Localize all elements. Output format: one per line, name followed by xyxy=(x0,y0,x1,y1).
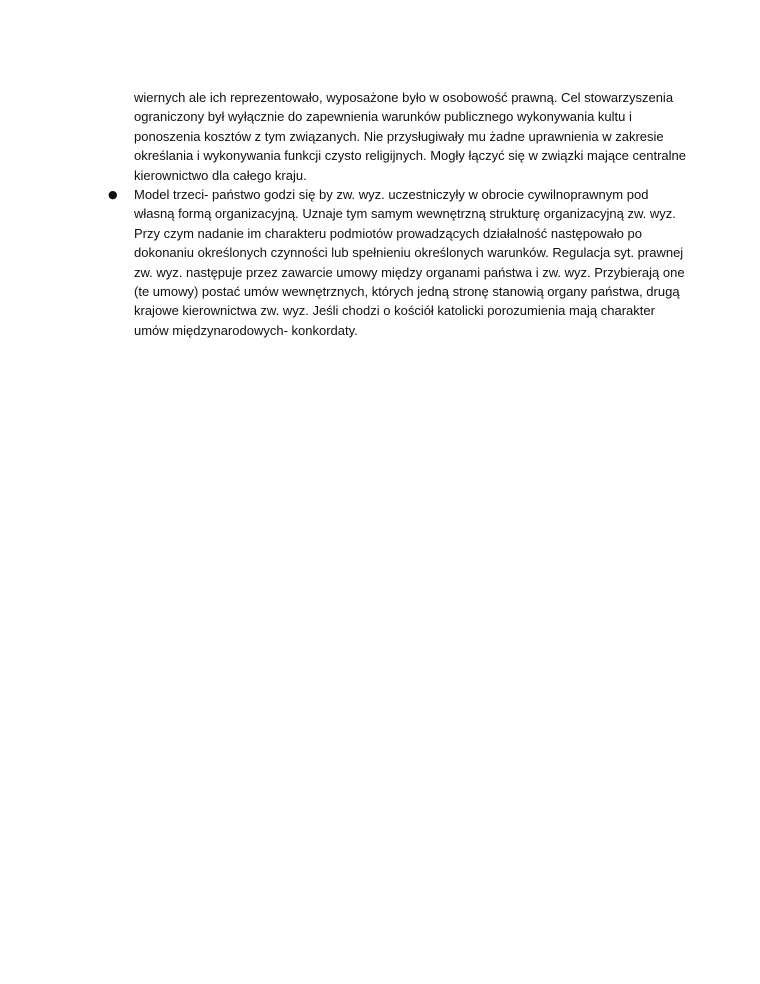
text-line: ograniczony był wyłącznie do zapewnienia warunków publicznego wykonywania kultu i xyxy=(134,109,632,125)
continuation-paragraph xyxy=(134,88,686,185)
text-line: kierownictwo dla całego kraju. xyxy=(134,167,307,183)
text-line: Model trzeci- państwo godzi się by zw. wyz. uczestniczyły w obrocie cywilnoprawnym pod xyxy=(134,187,649,202)
text-line: krajowe kierownictwa zw. wyz. Jeśli chodzi o kościół katolicki porozumienia mają charakter xyxy=(134,303,655,319)
text-line: określania i wykonywania funkcji czysto religijnych. Mogły łączyć się w związki mające centralne xyxy=(134,148,686,164)
text-line: dokonaniu określonych czynności lub spełnieniu określonych warunków. Regulacja syt. prawnej xyxy=(134,245,684,261)
bullet-list-item xyxy=(108,185,685,340)
text-line: własną formą organizacyjną. Uznaje tym samym wewnętrzną strukturę organizacyjną zw. wyz. xyxy=(134,206,676,222)
text-line: ponoszenia kosztów z tym związanych. Nie przysługiwały mu żadne uprawnienia w zakresie xyxy=(134,128,664,144)
text-line: zw. wyz. następuje przez zawarcie umowy między organami państwa i zw. wyz. Przybierają one xyxy=(134,264,685,280)
text-line: (te umowy) postać umów wewnętrznych, których jedną stronę stanowią organy państwa, drugą xyxy=(134,284,680,300)
text-line: Przy czym nadanie im charakteru podmiotów prowadzących działalność następowało po xyxy=(134,225,642,241)
bullet-point-icon: ● xyxy=(108,188,118,201)
text-line: umów międzynarodowych- konkordaty. xyxy=(134,322,358,338)
text-line: wiernych ale ich reprezentowało, wyposażone było w osobowość prawną. Cel stowarzyszenia xyxy=(134,90,674,105)
